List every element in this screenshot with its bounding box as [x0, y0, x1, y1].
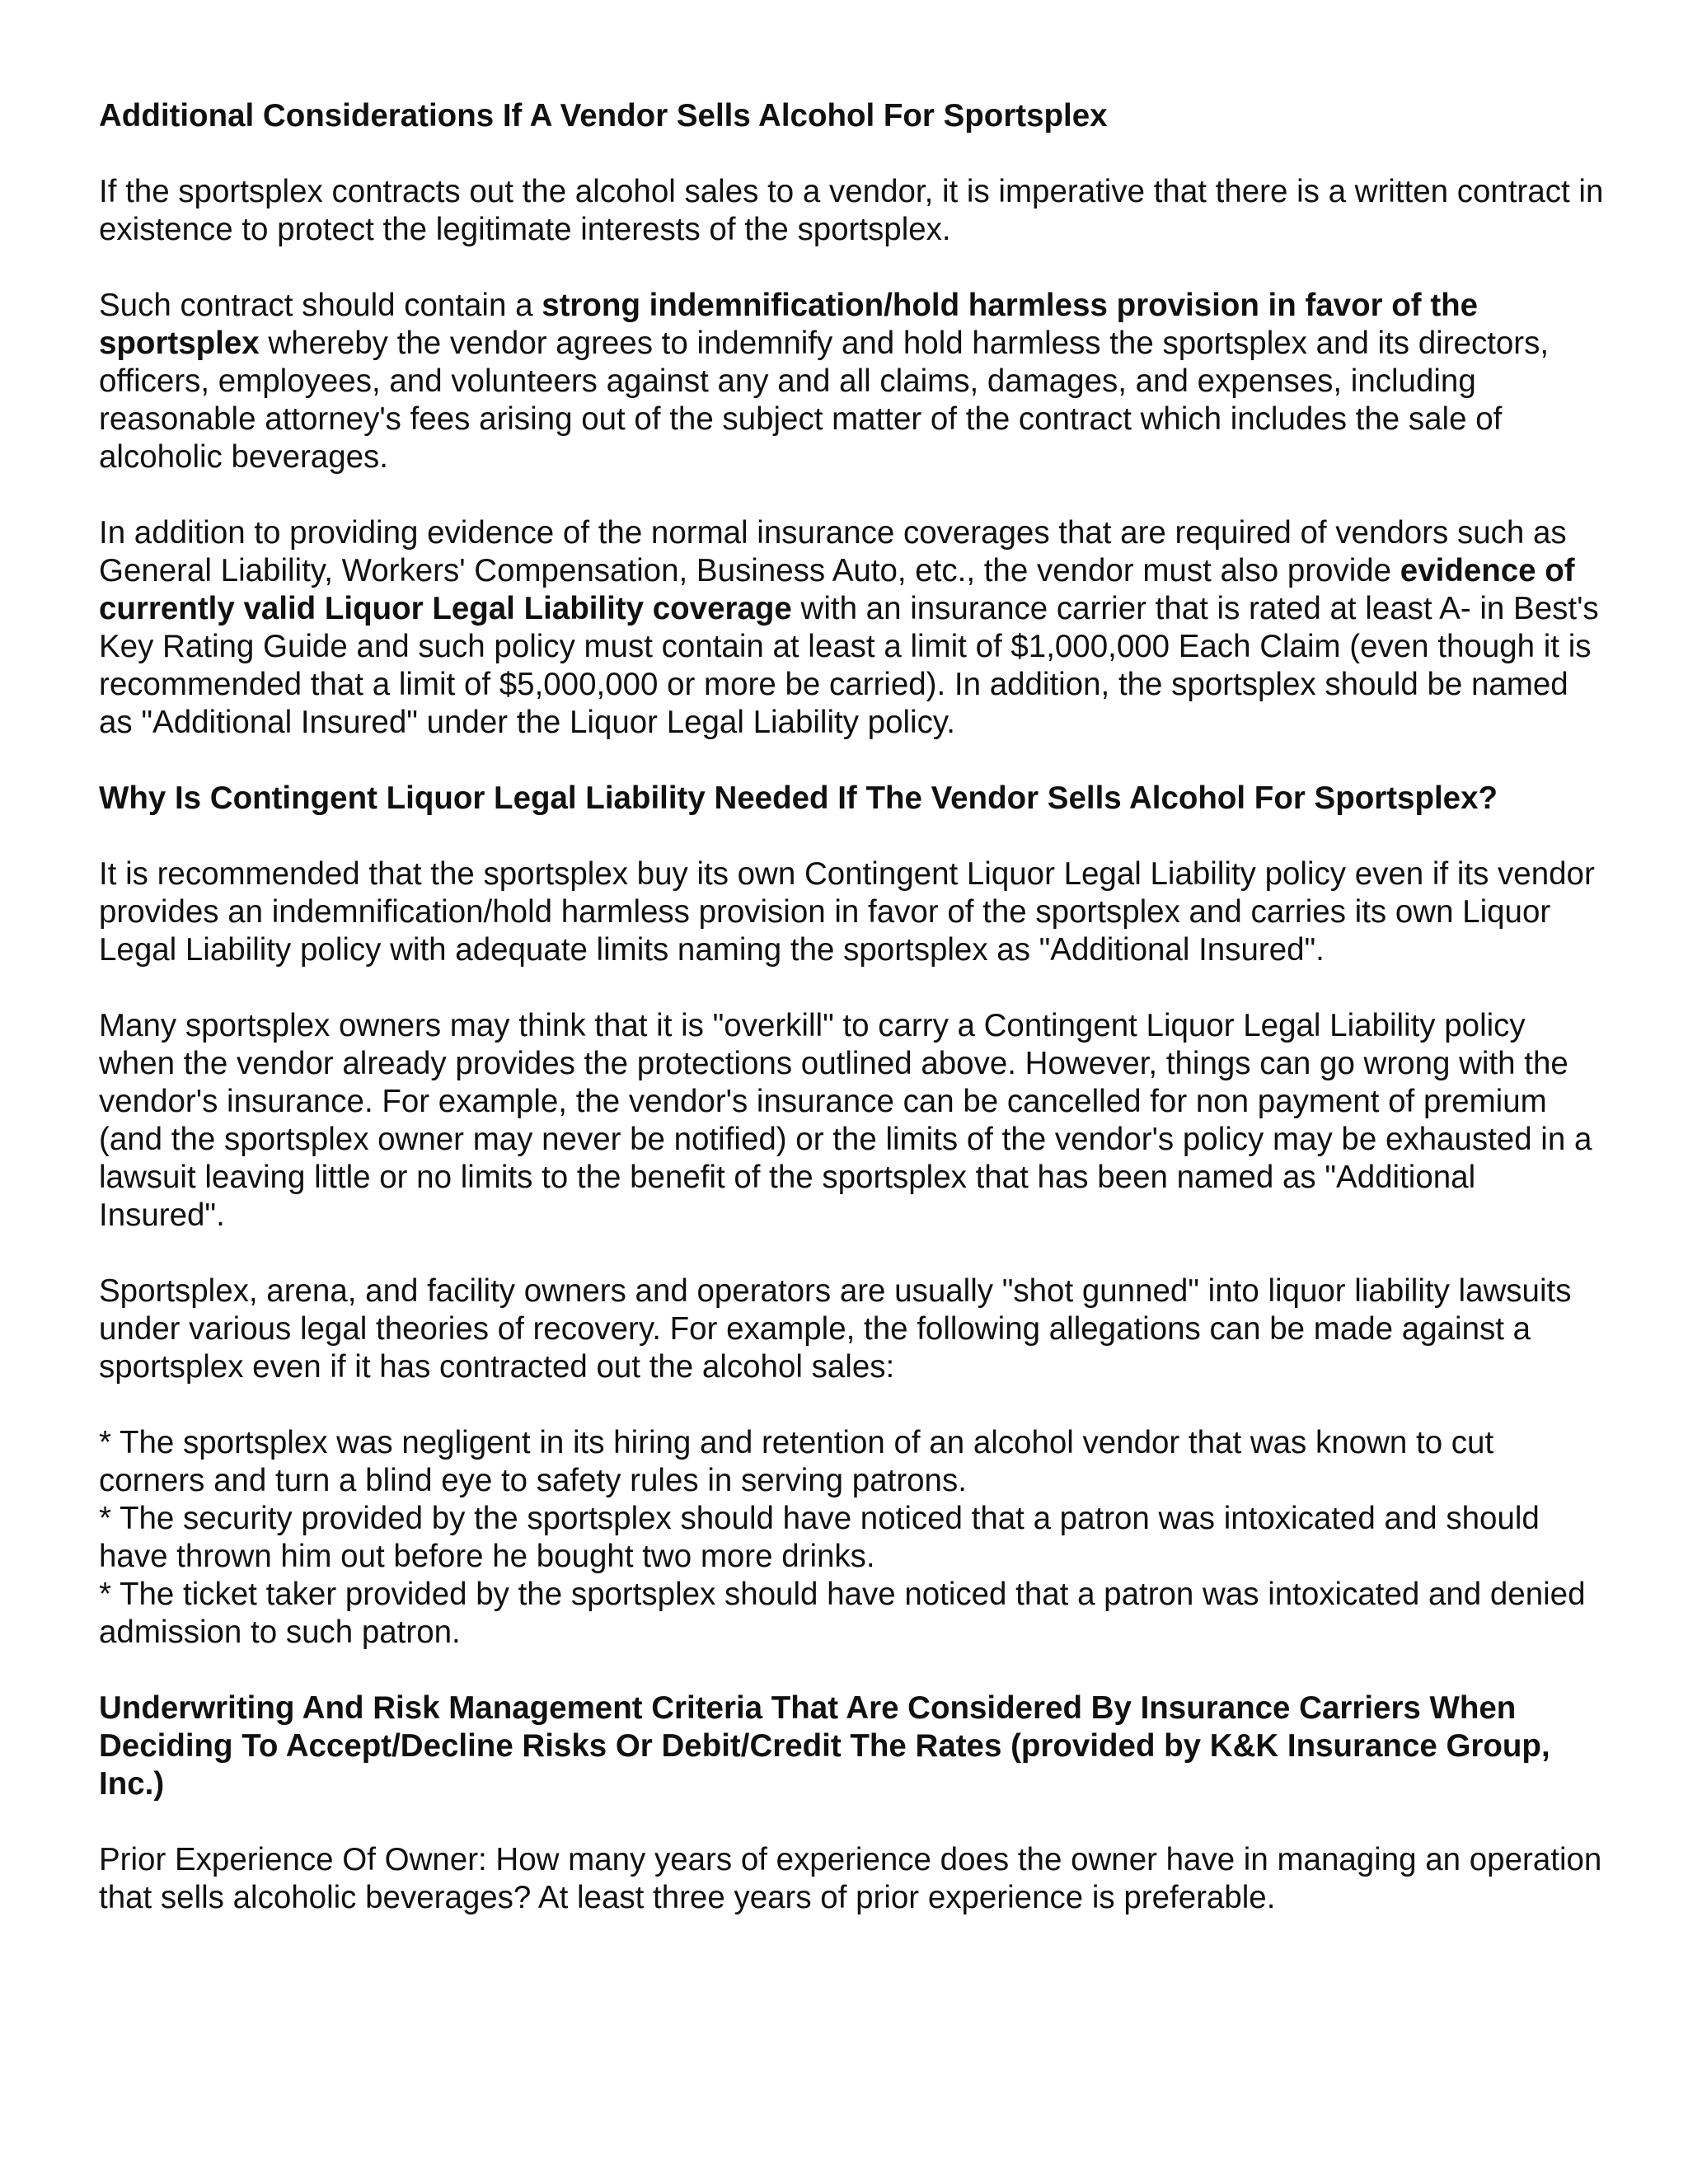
insurance-text-post: with an insurance carrier that is rated at least A- in Best's Key Rating Guide and such policy must contain at least a limit of $1,000,000 Each Claim (even though it is recommended that a limit of $5,000,000 or more be carried). In addition, the sportsplex should be named as "Additional Insured" under the Liquor Legal Liability policy. [99, 591, 1599, 740]
section-heading-underwriting: Underwriting And Risk Management Criteria That Are Considered By Insurance Carriers When Deciding To Accept/Decline Risks Or Debit/Credit The Rates (provided by K&K Insurance Group, Inc.) [99, 1690, 1550, 1802]
indemnification-bold-text: strong indemnification/hold harmless provision in favor of the sportsplex [99, 288, 1479, 361]
allegation-item: * The ticket taker provided by the sportsplex should have noticed that a patron was intoxicated and denied admission to such patron. [99, 1577, 1586, 1650]
allegation-item: * The sportsplex was negligent in its hiring and retention of an alcohol vendor that was known to cut corners and turn a blind eye to safety rules in serving patrons. [99, 1425, 1494, 1498]
indemnification-text-pre: Such contract should contain a [99, 288, 542, 323]
paragraph-indemnification [99, 287, 1607, 476]
allegation-item: * The security provided by the sportsplex should have noticed that a patron was intoxicated and should have thrown him out before he bought two more drinks. [99, 1501, 1540, 1574]
insurance-bold-text: evidence of currently valid Liquor Legal Liability coverage [99, 553, 1575, 626]
document-page [99, 97, 1607, 1955]
paragraph-written-contract: If the sportsplex contracts out the alcohol sales to a vendor, it is imperative that there is a written contract in existence to protect the legitimate interests of the sportsplex. [99, 174, 1604, 247]
allegations-list [99, 1424, 1607, 1652]
section-heading-vendor-considerations: Additional Considerations If A Vendor Sells Alcohol For Sportsplex [99, 98, 1108, 134]
paragraph-prior-experience: Prior Experience Of Owner: How many years of experience does the owner have in managing an operation that sells alcoholic beverages? At least three years of prior experience is preferable. [99, 1842, 1602, 1915]
indemnification-text-post: whereby the vendor agrees to indemnify and hold harmless the sportsplex and its directors, officers, employees, and volunteers against any and all claims, damages, and expenses, including reasonable attorney's fees arising out of the subject matter of the contract which includes the sale of alcoholic beverages. [99, 326, 1550, 475]
paragraph-insurance-evidence [99, 514, 1607, 742]
paragraph-recommendation: It is recommended that the sportsplex buy its own Contingent Liquor Legal Liability policy even if its vendor provides an indemnification/hold harmless provision in favor of the sportsplex and carries its own Liquor Legal Liability policy with adequate limits naming the sportsplex as "Additional Insured". [99, 856, 1595, 968]
section-heading-contingent-liability: Why Is Contingent Liquor Legal Liability Needed If The Vendor Sells Alcohol For Sportsplex? [99, 780, 1498, 816]
paragraph-overkill: Many sportsplex owners may think that it is "overkill" to carry a Contingent Liquor Legal Liability policy when the vendor already provides the protections outlined above. However, things can go wrong with the vendor's insurance. For example, the vendor's insurance can be cancelled for non payment of premium (and the sportsplex owner may never be notified) or the limits of the vendor's policy may be exhausted in a lawsuit leaving little or no limits to the benefit of the sportsplex that has been named as "Additional Insured". [99, 1008, 1592, 1233]
paragraph-shot-gunned: Sportsplex, arena, and facility owners and operators are usually "shot gunned" into liquor liability lawsuits under various legal theories of recovery. For example, the following allegations can be made against a sportsplex even if it has contracted out the alcohol sales: [99, 1273, 1572, 1385]
insurance-text-pre: In addition to providing evidence of the normal insurance coverages that are required of vendors such as General Liability, Workers' Compensation, Business Auto, etc., the vendor must also provide [99, 515, 1567, 588]
